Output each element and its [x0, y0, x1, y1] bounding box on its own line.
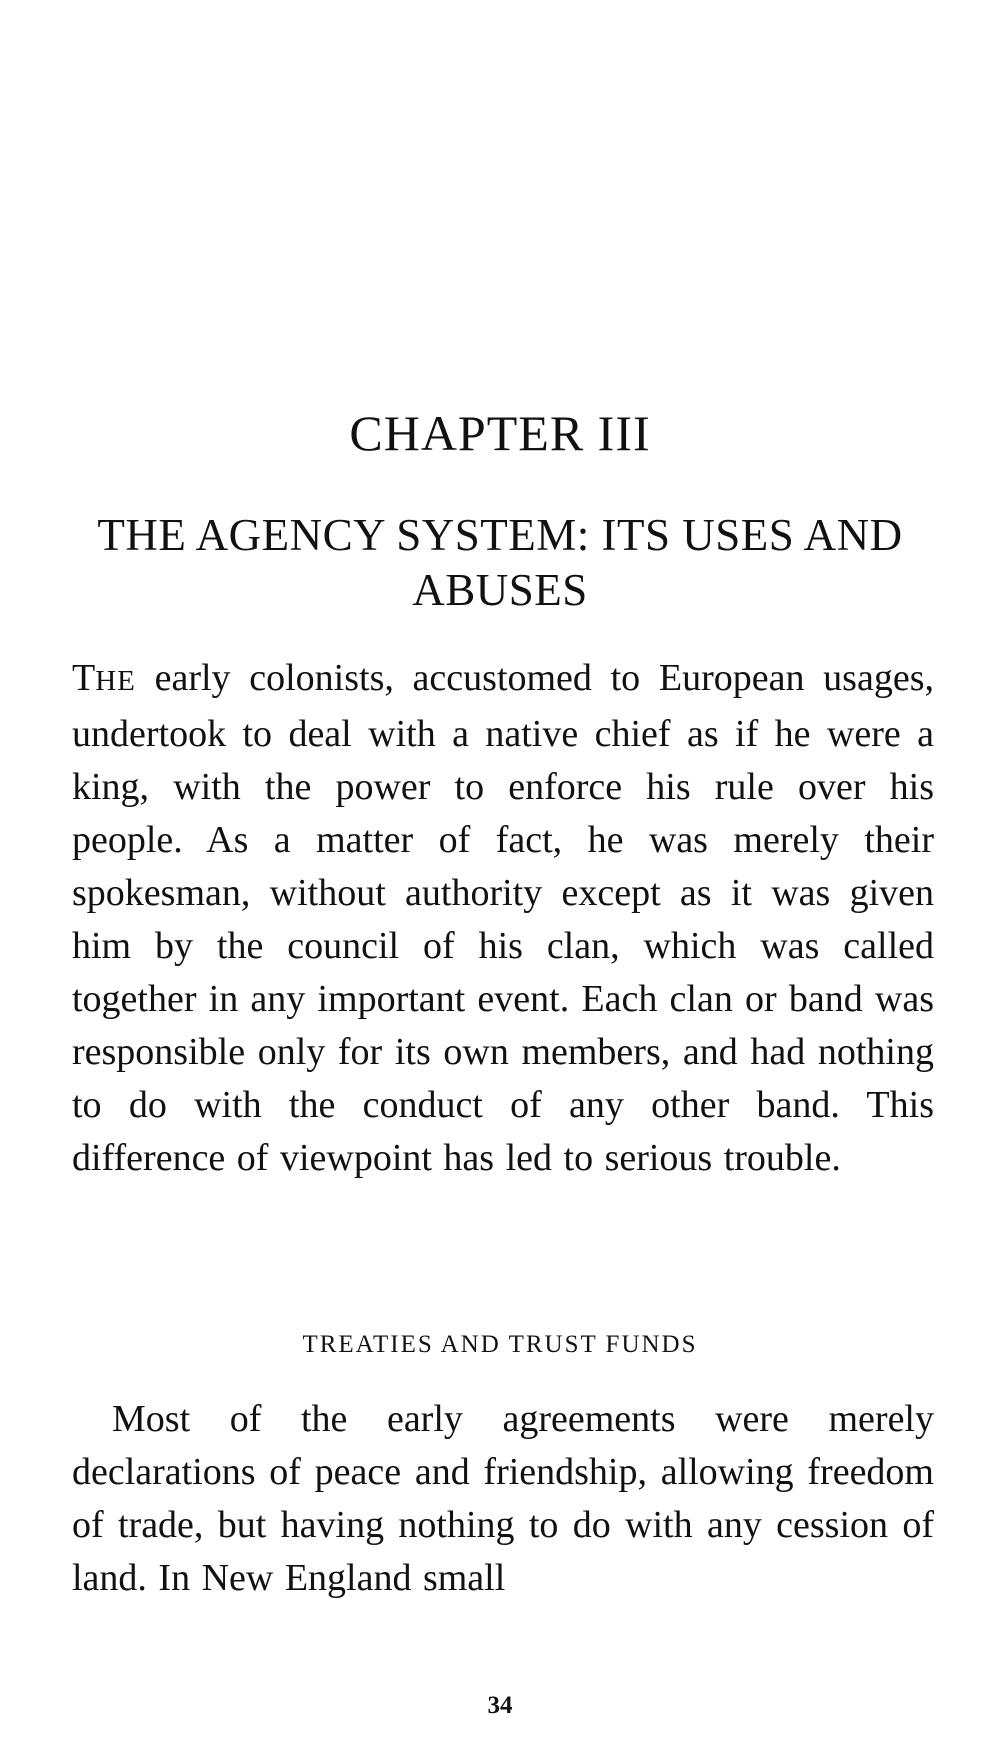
body-paragraph-1 — [72, 652, 934, 1185]
paragraph-1-text: early colonists, accustomed to European usages, undertook to deal with a native chief as if he were a king, with the power to enforce his rule over his people. As a matter of fact, he was merely their spokesman, without authority except as it was given him by the council of his clan, which was called together in any important event. Each clan or band was responsible only for its own members, and had nothing to do with the conduct of any other band. This difference of viewpoint has led to serious trouble. — [72, 657, 934, 1179]
paragraph-lead-capital: T — [72, 657, 96, 699]
section-heading: TREATIES AND TRUST FUNDS — [302, 1331, 698, 1358]
chapter-title: THE AGENCY SYSTEM: ITS USES AND ABUSES — [97, 510, 903, 615]
page-number: 34 — [487, 1692, 513, 1719]
chapter-number: CHAPTER III — [349, 405, 651, 461]
body-paragraph-2: Most of the early agreements were merely declarations of peace and friendship, allowing freedom of trade, but having nothing to do with any cession of land. In New England small — [72, 1398, 934, 1599]
paragraph-lead-small-caps: HE — [95, 665, 136, 697]
